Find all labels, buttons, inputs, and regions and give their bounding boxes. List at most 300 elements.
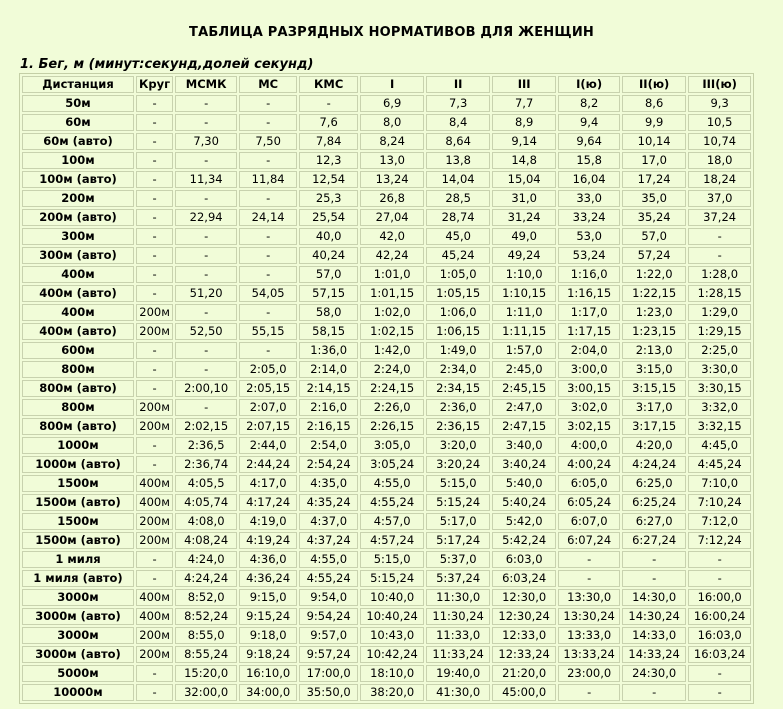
norm-cell: 19:40,0 <box>426 665 490 682</box>
norm-cell: 53,24 <box>558 247 620 264</box>
norm-cell: 4:45,24 <box>688 456 751 473</box>
norm-cell: 52,50 <box>175 323 237 340</box>
table-row <box>22 399 751 416</box>
norm-cell: 17,24 <box>622 171 686 188</box>
norm-cell: 16:03,24 <box>688 646 751 663</box>
norm-cell: 3:32,15 <box>688 418 751 435</box>
norm-cell: 12:30,0 <box>492 589 556 606</box>
norm-cell: 1:10,0 <box>492 266 556 283</box>
lap-cell: 200м <box>136 532 173 549</box>
table-row <box>22 152 751 169</box>
norm-cell: 2:13,0 <box>622 342 686 359</box>
norm-cell: - <box>175 266 237 283</box>
norm-cell: 31,0 <box>492 190 556 207</box>
norm-cell: 8,9 <box>492 114 556 131</box>
norm-cell: 1:11,0 <box>492 304 556 321</box>
lap-cell: - <box>136 171 173 188</box>
norm-cell: - <box>239 114 297 131</box>
norm-cell: 17,0 <box>622 152 686 169</box>
table-row <box>22 285 751 302</box>
distance-cell: 1000м <box>22 437 134 454</box>
norm-cell: 2:14,15 <box>299 380 358 397</box>
norm-cell: 4:20,0 <box>622 437 686 454</box>
norm-cell: 27,04 <box>360 209 424 226</box>
norm-cell: 12,3 <box>299 152 358 169</box>
norm-cell: 10,74 <box>688 133 751 150</box>
norm-cell: 4:55,24 <box>360 494 424 511</box>
norm-cell: - <box>239 152 297 169</box>
norm-cell: 5:17,0 <box>426 513 490 530</box>
norm-cell: 4:17,24 <box>239 494 297 511</box>
lap-cell: 200м <box>136 418 173 435</box>
norm-cell: 14,04 <box>426 171 490 188</box>
norm-cell: 6:05,0 <box>558 475 620 492</box>
norm-cell: - <box>622 570 686 587</box>
norm-cell: 45,24 <box>426 247 490 264</box>
norm-cell: 23:00,0 <box>558 665 620 682</box>
norm-cell: 13,8 <box>426 152 490 169</box>
distance-cell: 1 миля <box>22 551 134 568</box>
distance-cell: 1500м <box>22 513 134 530</box>
norm-cell: 15,04 <box>492 171 556 188</box>
column-header-rank-2: II <box>426 76 490 93</box>
norm-cell: 4:24,24 <box>622 456 686 473</box>
norm-cell: 14:33,24 <box>622 646 686 663</box>
norm-cell: 2:34,0 <box>426 361 490 378</box>
distance-cell: 3000м (авто) <box>22 608 134 625</box>
norm-cell: 10:43,0 <box>360 627 424 644</box>
norm-cell: 2:34,15 <box>426 380 490 397</box>
lap-cell: 400м <box>136 608 173 625</box>
norm-cell: 24:30,0 <box>622 665 686 682</box>
norm-cell: 9,64 <box>558 133 620 150</box>
norm-cell: - <box>558 684 620 701</box>
norm-cell: 5:15,0 <box>426 475 490 492</box>
norm-cell: 17:00,0 <box>299 665 358 682</box>
norm-cell: 2:36,0 <box>426 399 490 416</box>
lap-cell: 200м <box>136 304 173 321</box>
norm-cell: 3:17,15 <box>622 418 686 435</box>
norm-cell: 1:05,15 <box>426 285 490 302</box>
norm-cell: 15,8 <box>558 152 620 169</box>
norm-cell: 4:45,0 <box>688 437 751 454</box>
norm-cell: 2:24,0 <box>360 361 424 378</box>
norm-cell: 2:45,15 <box>492 380 556 397</box>
section-title: 1. Бег, м (минут:секунд,долей секунд) <box>20 57 314 72</box>
norm-cell: 35,0 <box>622 190 686 207</box>
norm-cell: 9:18,0 <box>239 627 297 644</box>
norm-cell: 14:30,24 <box>622 608 686 625</box>
lap-cell: - <box>136 114 173 131</box>
norm-cell: 5:37,0 <box>426 551 490 568</box>
norm-cell: 1:01,15 <box>360 285 424 302</box>
norm-cell: 40,24 <box>299 247 358 264</box>
table-row <box>22 342 751 359</box>
norm-cell: 35:50,0 <box>299 684 358 701</box>
norm-cell: 34:00,0 <box>239 684 297 701</box>
norm-cell: 4:00,24 <box>558 456 620 473</box>
norm-cell: 16:03,0 <box>688 627 751 644</box>
lap-cell: - <box>136 285 173 302</box>
norm-cell: 1:23,15 <box>622 323 686 340</box>
norm-cell: 11:30,24 <box>426 608 490 625</box>
norm-cell: 7:10,0 <box>688 475 751 492</box>
column-header-ms: МС <box>239 76 297 93</box>
norm-cell: 4:55,24 <box>299 570 358 587</box>
table-row <box>22 209 751 226</box>
distance-cell: 800м (авто) <box>22 380 134 397</box>
norm-cell: 5:17,24 <box>426 532 490 549</box>
distance-cell: 400м <box>22 266 134 283</box>
norm-cell: 1:29,15 <box>688 323 751 340</box>
lap-cell: - <box>136 437 173 454</box>
lap-cell: - <box>136 665 173 682</box>
norm-cell: 13:30,24 <box>558 608 620 625</box>
distance-cell: 1500м <box>22 475 134 492</box>
table-row <box>22 133 751 150</box>
norm-cell: 5:15,24 <box>426 494 490 511</box>
norm-cell: 11:33,24 <box>426 646 490 663</box>
table-row <box>22 361 751 378</box>
norm-cell <box>239 456 297 473</box>
norm-cell: 4:57,0 <box>360 513 424 530</box>
norm-cell: 1:16,0 <box>558 266 620 283</box>
norm-cell: 4:57,24 <box>360 532 424 549</box>
lap-cell: - <box>136 209 173 226</box>
norm-cell: 5:15,0 <box>360 551 424 568</box>
table-row <box>22 418 751 435</box>
lap-cell: 400м <box>136 494 173 511</box>
norm-cell: 13:33,0 <box>558 627 620 644</box>
norm-cell: 2:36,5 <box>175 437 237 454</box>
column-header-distance: Дистанция <box>22 76 134 93</box>
norm-cell: 2:16,0 <box>299 399 358 416</box>
norm-cell: - <box>622 551 686 568</box>
distance-cell: 300м <box>22 228 134 245</box>
distance-cell: 3000м (авто) <box>22 646 134 663</box>
column-header-rank-1: I <box>360 76 424 93</box>
norm-cell: 2:26,0 <box>360 399 424 416</box>
norm-cell: 1:28,0 <box>688 266 751 283</box>
lap-cell: - <box>136 190 173 207</box>
lap-cell: 200м <box>136 627 173 644</box>
lap-cell: - <box>136 361 173 378</box>
norm-cell: 22,94 <box>175 209 237 226</box>
norm-cell: 18,24 <box>688 171 751 188</box>
norm-cell: - <box>558 551 620 568</box>
lap-cell: - <box>136 342 173 359</box>
norm-cell: 3:02,15 <box>558 418 620 435</box>
distance-cell: 100м (авто) <box>22 171 134 188</box>
norm-cell: 45,0 <box>426 228 490 245</box>
norms-table <box>19 73 754 704</box>
norm-cell: 1:02,0 <box>360 304 424 321</box>
lap-cell: 200м <box>136 513 173 530</box>
norm-cell: - <box>239 247 297 264</box>
norm-cell: 6:07,24 <box>558 532 620 549</box>
distance-cell: 3000м <box>22 589 134 606</box>
norm-cell: - <box>688 684 751 701</box>
norm-cell: 9,4 <box>558 114 620 131</box>
norm-cell: 6:25,0 <box>622 475 686 492</box>
table-row <box>22 551 751 568</box>
distance-cell: 1500м (авто) <box>22 532 134 549</box>
norm-cell: 8,0 <box>360 114 424 131</box>
norm-cell: 9,9 <box>622 114 686 131</box>
norm-cell: 33,24 <box>558 209 620 226</box>
norm-cell: 1:01,0 <box>360 266 424 283</box>
norm-cell: 33,0 <box>558 190 620 207</box>
norm-cell: 7,3 <box>426 95 490 112</box>
norm-cell: - <box>239 304 297 321</box>
norm-cell: - <box>175 399 237 416</box>
lap-cell: - <box>136 228 173 245</box>
norm-cell: 2:16,15 <box>299 418 358 435</box>
table-row <box>22 95 751 112</box>
norm-cell: 6:27,24 <box>622 532 686 549</box>
norm-cell: 57,24 <box>622 247 686 264</box>
norm-cell: 7:12,0 <box>688 513 751 530</box>
distance-cell: 50м <box>22 95 134 112</box>
norm-cell: 8,64 <box>426 133 490 150</box>
norm-cell: 4:37,0 <box>299 513 358 530</box>
lap-cell: 200м <box>136 399 173 416</box>
table-row <box>22 684 751 701</box>
norm-cell: 6,9 <box>360 95 424 112</box>
table-row <box>22 475 751 492</box>
norm-cell: 1:49,0 <box>426 342 490 359</box>
table-row <box>22 494 751 511</box>
norm-cell: 1:11,15 <box>492 323 556 340</box>
norm-cell: 14:33,0 <box>622 627 686 644</box>
column-header-junior-1: I(ю) <box>558 76 620 93</box>
norm-cell: 2:36,74 <box>175 456 237 473</box>
norm-cell: - <box>239 342 297 359</box>
norm-cell: 7,30 <box>175 133 237 150</box>
norm-cell: 14,8 <box>492 152 556 169</box>
norm-cell: 37,0 <box>688 190 751 207</box>
norm-cell: 8:52,0 <box>175 589 237 606</box>
norm-cell: 6:27,0 <box>622 513 686 530</box>
norm-cell: 11:33,0 <box>426 627 490 644</box>
norm-cell: - <box>175 361 237 378</box>
norm-cell: 7,7 <box>492 95 556 112</box>
norm-cell: 8,4 <box>426 114 490 131</box>
norm-cell: 4:24,24 <box>175 570 237 587</box>
norm-cell: 2:54,0 <box>299 437 358 454</box>
norm-cell: 6:05,24 <box>558 494 620 511</box>
norm-cell: 11,84 <box>239 171 297 188</box>
norm-cell: 3:40,0 <box>492 437 556 454</box>
norm-cell: 4:08,24 <box>175 532 237 549</box>
norm-cell: 9:15,0 <box>239 589 297 606</box>
norm-cell: 2:47,15 <box>492 418 556 435</box>
table-row <box>22 532 751 549</box>
table-row <box>22 456 751 473</box>
distance-cell: 1000м (авто) <box>22 456 134 473</box>
norm-cell: 4:35,24 <box>299 494 358 511</box>
table-row <box>22 665 751 682</box>
norm-cell: 32:00,0 <box>175 684 237 701</box>
norm-cell: 57,15 <box>299 285 358 302</box>
table-row <box>22 323 751 340</box>
norm-cell: 18,0 <box>688 152 751 169</box>
distance-cell: 800м <box>22 399 134 416</box>
norm-cell: 9,3 <box>688 95 751 112</box>
norm-cell: 4:36,0 <box>239 551 297 568</box>
page-title: ТАБЛИЦА РАЗРЯДНЫХ НОРМАТИВОВ ДЛЯ ЖЕНЩИН <box>189 25 594 40</box>
norm-cell: 7,84 <box>299 133 358 150</box>
table-row <box>22 247 751 264</box>
norm-cell: - <box>688 665 751 682</box>
norm-cell: 49,0 <box>492 228 556 245</box>
norm-cell: 5:42,24 <box>492 532 556 549</box>
table-row <box>22 228 751 245</box>
table-row <box>22 646 751 663</box>
norm-cell: 12:33,0 <box>492 627 556 644</box>
lap-cell: - <box>136 266 173 283</box>
norm-cell: 1:22,15 <box>622 285 686 302</box>
norm-cell: 1:06,15 <box>426 323 490 340</box>
norm-cell: 6:07,0 <box>558 513 620 530</box>
norm-cell: 1:10,15 <box>492 285 556 302</box>
norm-cell: 1:23,0 <box>622 304 686 321</box>
norm-cell: 18:10,0 <box>360 665 424 682</box>
norm-cell: 2:44,0 <box>239 437 297 454</box>
norm-cell: 4:19,24 <box>239 532 297 549</box>
norm-cell: 1:05,0 <box>426 266 490 283</box>
distance-cell: 200м (авто) <box>22 209 134 226</box>
norm-cell: - <box>175 228 237 245</box>
norm-cell: 12:30,24 <box>492 608 556 625</box>
norm-cell <box>239 323 297 340</box>
norm-cell: 2:05,15 <box>239 380 297 397</box>
norm-cell: - <box>175 95 237 112</box>
lap-cell: - <box>136 152 173 169</box>
norm-cell: 12,54 <box>299 171 358 188</box>
column-header-kms: КМС <box>299 76 358 93</box>
norm-cell: 4:17,0 <box>239 475 297 492</box>
norm-cell: 6:03,0 <box>492 551 556 568</box>
norm-cell: 2:36,15 <box>426 418 490 435</box>
column-header-junior-2: II(ю) <box>622 76 686 93</box>
norm-cell: 2:07,0 <box>239 399 297 416</box>
red-underline-mark: 2:44,24 <box>246 457 291 471</box>
distance-cell: 60м (авто) <box>22 133 134 150</box>
norm-cell: 1:16,15 <box>558 285 620 302</box>
norm-cell: 16:10,0 <box>239 665 297 682</box>
norm-cell: 2:02,15 <box>175 418 237 435</box>
norm-cell: 3:00,0 <box>558 361 620 378</box>
norm-cell: 11:30,0 <box>426 589 490 606</box>
lap-cell: - <box>136 133 173 150</box>
table-row <box>22 589 751 606</box>
lap-cell: - <box>136 551 173 568</box>
norm-cell: 45:00,0 <box>492 684 556 701</box>
norm-cell: 1:17,0 <box>558 304 620 321</box>
lap-cell: - <box>136 247 173 264</box>
norm-cell: 3:30,15 <box>688 380 751 397</box>
norm-cell: 7:12,24 <box>688 532 751 549</box>
norm-cell: - <box>175 247 237 264</box>
norm-cell: 9,14 <box>492 133 556 150</box>
norm-cell: 58,15 <box>299 323 358 340</box>
norm-cell: - <box>299 95 358 112</box>
norm-cell: 9:57,0 <box>299 627 358 644</box>
table-row <box>22 437 751 454</box>
red-underline-mark: 55,15 <box>251 324 285 338</box>
norm-cell: 1:29,0 <box>688 304 751 321</box>
distance-cell: 10000м <box>22 684 134 701</box>
distance-cell: 600м <box>22 342 134 359</box>
norm-cell: 53,0 <box>558 228 620 245</box>
table-row <box>22 627 751 644</box>
norm-cell: 1:42,0 <box>360 342 424 359</box>
table-row <box>22 171 751 188</box>
norm-cell: 9:54,24 <box>299 608 358 625</box>
norm-cell: - <box>175 304 237 321</box>
norm-cell: 3:20,0 <box>426 437 490 454</box>
norm-cell: 2:14,0 <box>299 361 358 378</box>
norm-cell: 3:17,0 <box>622 399 686 416</box>
norm-cell: 35,24 <box>622 209 686 226</box>
norm-cell: 8,2 <box>558 95 620 112</box>
norm-cell: 1:36,0 <box>299 342 358 359</box>
norm-cell: 2:54,24 <box>299 456 358 473</box>
lap-cell: 200м <box>136 646 173 663</box>
table-row <box>22 608 751 625</box>
norm-cell: 42,24 <box>360 247 424 264</box>
norm-cell: 2:00,10 <box>175 380 237 397</box>
distance-cell: 5000м <box>22 665 134 682</box>
norm-cell: - <box>558 570 620 587</box>
norm-cell: 4:35,0 <box>299 475 358 492</box>
norm-cell: 49,24 <box>492 247 556 264</box>
norm-cell: 2:47,0 <box>492 399 556 416</box>
norm-cell: 8:55,24 <box>175 646 237 663</box>
norm-cell: 16,04 <box>558 171 620 188</box>
norm-cell: - <box>239 95 297 112</box>
norm-cell: 31,24 <box>492 209 556 226</box>
column-header-lap: Круг <box>136 76 173 93</box>
distance-cell: 60м <box>22 114 134 131</box>
table-row <box>22 380 751 397</box>
distance-cell: 300м (авто) <box>22 247 134 264</box>
norm-cell: 16:00,0 <box>688 589 751 606</box>
norm-cell: 58,0 <box>299 304 358 321</box>
norm-cell: 26,8 <box>360 190 424 207</box>
norm-cell: 1:57,0 <box>492 342 556 359</box>
norm-cell: 3:15,0 <box>622 361 686 378</box>
distance-cell: 800м <box>22 361 134 378</box>
norm-cell: 4:37,24 <box>299 532 358 549</box>
norm-cell: - <box>239 228 297 245</box>
norm-cell: - <box>688 228 751 245</box>
table-row <box>22 513 751 530</box>
norm-cell: 1:28,15 <box>688 285 751 302</box>
norm-cell: 3:32,0 <box>688 399 751 416</box>
norm-cell: 4:24,0 <box>175 551 237 568</box>
lap-cell: - <box>136 456 173 473</box>
norm-cell: 5:42,0 <box>492 513 556 530</box>
lap-cell: 200м <box>136 323 173 340</box>
norm-cell: 8:52,24 <box>175 608 237 625</box>
norm-cell: 10:42,24 <box>360 646 424 663</box>
norm-cell: 10:40,24 <box>360 608 424 625</box>
norm-cell: 2:04,0 <box>558 342 620 359</box>
norm-cell: 5:40,24 <box>492 494 556 511</box>
norm-cell: 3:40,24 <box>492 456 556 473</box>
